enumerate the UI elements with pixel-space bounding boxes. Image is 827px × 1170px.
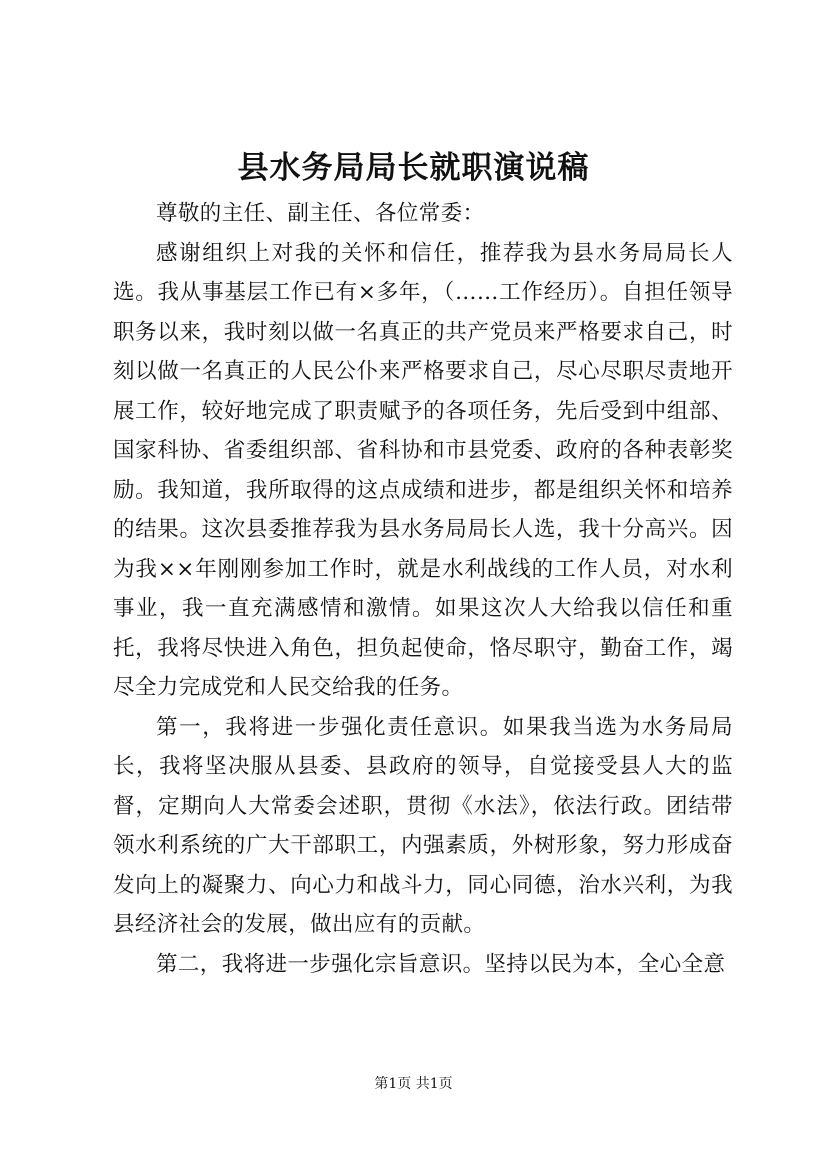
- salutation-paragraph: 尊敬的主任、副主任、各位常委：: [156, 201, 485, 226]
- body-paragraph-second-point: 第二，我将进一步强化宗旨意识。坚持以民为本，全心全意: [156, 951, 726, 977]
- document-title: 县水务局局长就职演说稿: [237, 150, 590, 186]
- document-body: [113, 194, 733, 984]
- body-paragraph-intro: 感谢组织上对我的关怀和信任，推荐我为县水务局局长人选。我从事基层工作已有×多年，（……工作经历）。自担任领导职务以来，我时刻以做一名真正的共产党员来严格要求自己，时刻以做一名真正的人民公仆来严格要求自己，尽心尽职尽责地开展工作，较好地完成了职责赋予的各项任务，先后受到中组部、国家科协、省委组织部、省科协和市县党委、政府的各种表彰奖励。我知道，我所取得的这点成绩和进步，都是组织关怀和培养的结果。这次县委推荐我为县水务局局长人选，我十分高兴。因为我××年刚刚参加工作时，就是水利战线的工作人员，对水利事业，我一直充满感情和激情。如果这次人大给我以信任和重托，我将尽快进入角色，担负起使命，恪尽职守，勤奋工作，竭尽全力完成党和人民交给我的任务。: [113, 240, 733, 700]
- page-number-footer: 第1页 共1页: [374, 1076, 453, 1092]
- body-paragraph-first-point: 第一，我将进一步强化责任意识。如果我当选为水务局局长，我将坚决服从县委、县政府的领导，自觉接受县人大的监督，定期向人大常委会述职，贯彻《水法》，依法行政。团结带领水利系统的广大干部职工，内强素质，外树形象，努力形成奋发向上的凝聚力、向心力和战斗力，同心同德，治水兴利，为我县经济社会的发展，做出应有的贡献。: [113, 714, 733, 937]
